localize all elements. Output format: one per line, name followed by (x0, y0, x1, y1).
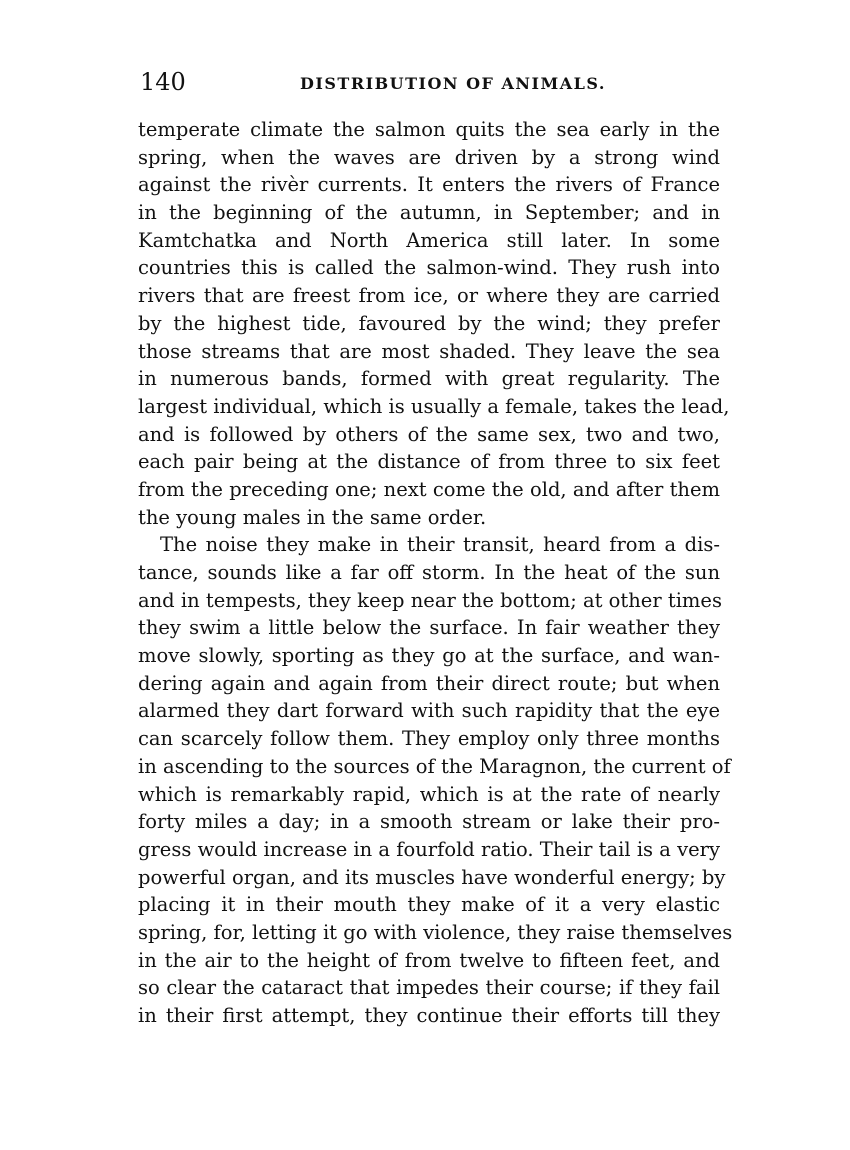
text-line: placing it in their mouth they make of it a very elastic (138, 893, 720, 917)
text-line: they swim a little below the surface. In fair weather they (138, 616, 720, 640)
text-line: and in tempests, they keep near the bottom; at other times (138, 588, 722, 612)
text-line: tance, sounds like a far off storm. In the heat of the sun (138, 561, 720, 584)
text-line: spring, when the waves are driven by a strong wind (138, 145, 720, 169)
text-line: so clear the cataract that impedes their course; if they fail (138, 976, 720, 1000)
text-line: those streams that are most shaded. They leave the sea (138, 339, 720, 363)
text-line: powerful organ, and its muscles have wonderful energy; by (138, 865, 726, 889)
text-line: in the beginning of the autumn, in September; and in (138, 201, 720, 225)
text-line: rivers that are freest from ice, or where they are carried (138, 284, 720, 308)
text-line: alarmed they dart forward with such rapidity that the eye (138, 699, 720, 723)
text-line: gress would increase in a fourfold ratio. Their tail is a very (138, 837, 720, 861)
text-line: dering again and again from their direct route; but when (138, 671, 720, 695)
text-line: move slowly, sporting as they go at the surface, and wan- (138, 644, 720, 668)
text-line: largest individual, which is usually a female, takes the lead, (138, 394, 730, 418)
text-line: from the preceding one; next come the old, and after them (138, 477, 720, 501)
running-head (140, 68, 720, 98)
text-line: temperate climate the salmon quits the sea early in the (138, 118, 720, 141)
text-line: in the air to the height of from twelve to fifteen feet, and (138, 948, 720, 972)
text-line: in their first attempt, they continue their efforts till they (138, 1004, 720, 1027)
text-line: by the highest tide, favoured by the wind; they prefer (138, 311, 720, 335)
running-title: DISTRIBUTION OF ANIMALS. (300, 74, 606, 93)
text-line: in ascending to the sources of the Maragnon, the current of (138, 754, 731, 778)
text-line: which is remarkably rapid, which is at the rate of nearly (138, 782, 720, 806)
text-line: spring, for, letting it go with violence, they raise themselves (138, 920, 733, 944)
text-line: countries this is called the salmon-wind. They rush into (138, 256, 720, 280)
text-line: forty miles a day; in a smooth stream or lake their pro- (138, 810, 720, 834)
paragraph-start-line: The noise they make in their transit, heard from a dis- (160, 533, 720, 557)
text-line: against the rivèr currents. It enters the rivers of France (138, 173, 720, 197)
paragraph-end-line: the young males in the same order. (138, 505, 487, 529)
text-line: Kamtchatka and North America still later. In some (138, 228, 720, 252)
text-line: each pair being at the distance of from three to six feet (138, 450, 720, 474)
text-line: in numerous bands, formed with great regularity. The (138, 367, 720, 391)
text-line: and is followed by others of the same sex, two and two, (138, 422, 720, 446)
text-line: can scarcely follow them. They employ only three months (138, 727, 720, 751)
page-number: 140 (140, 68, 186, 96)
body-text (138, 116, 733, 1030)
